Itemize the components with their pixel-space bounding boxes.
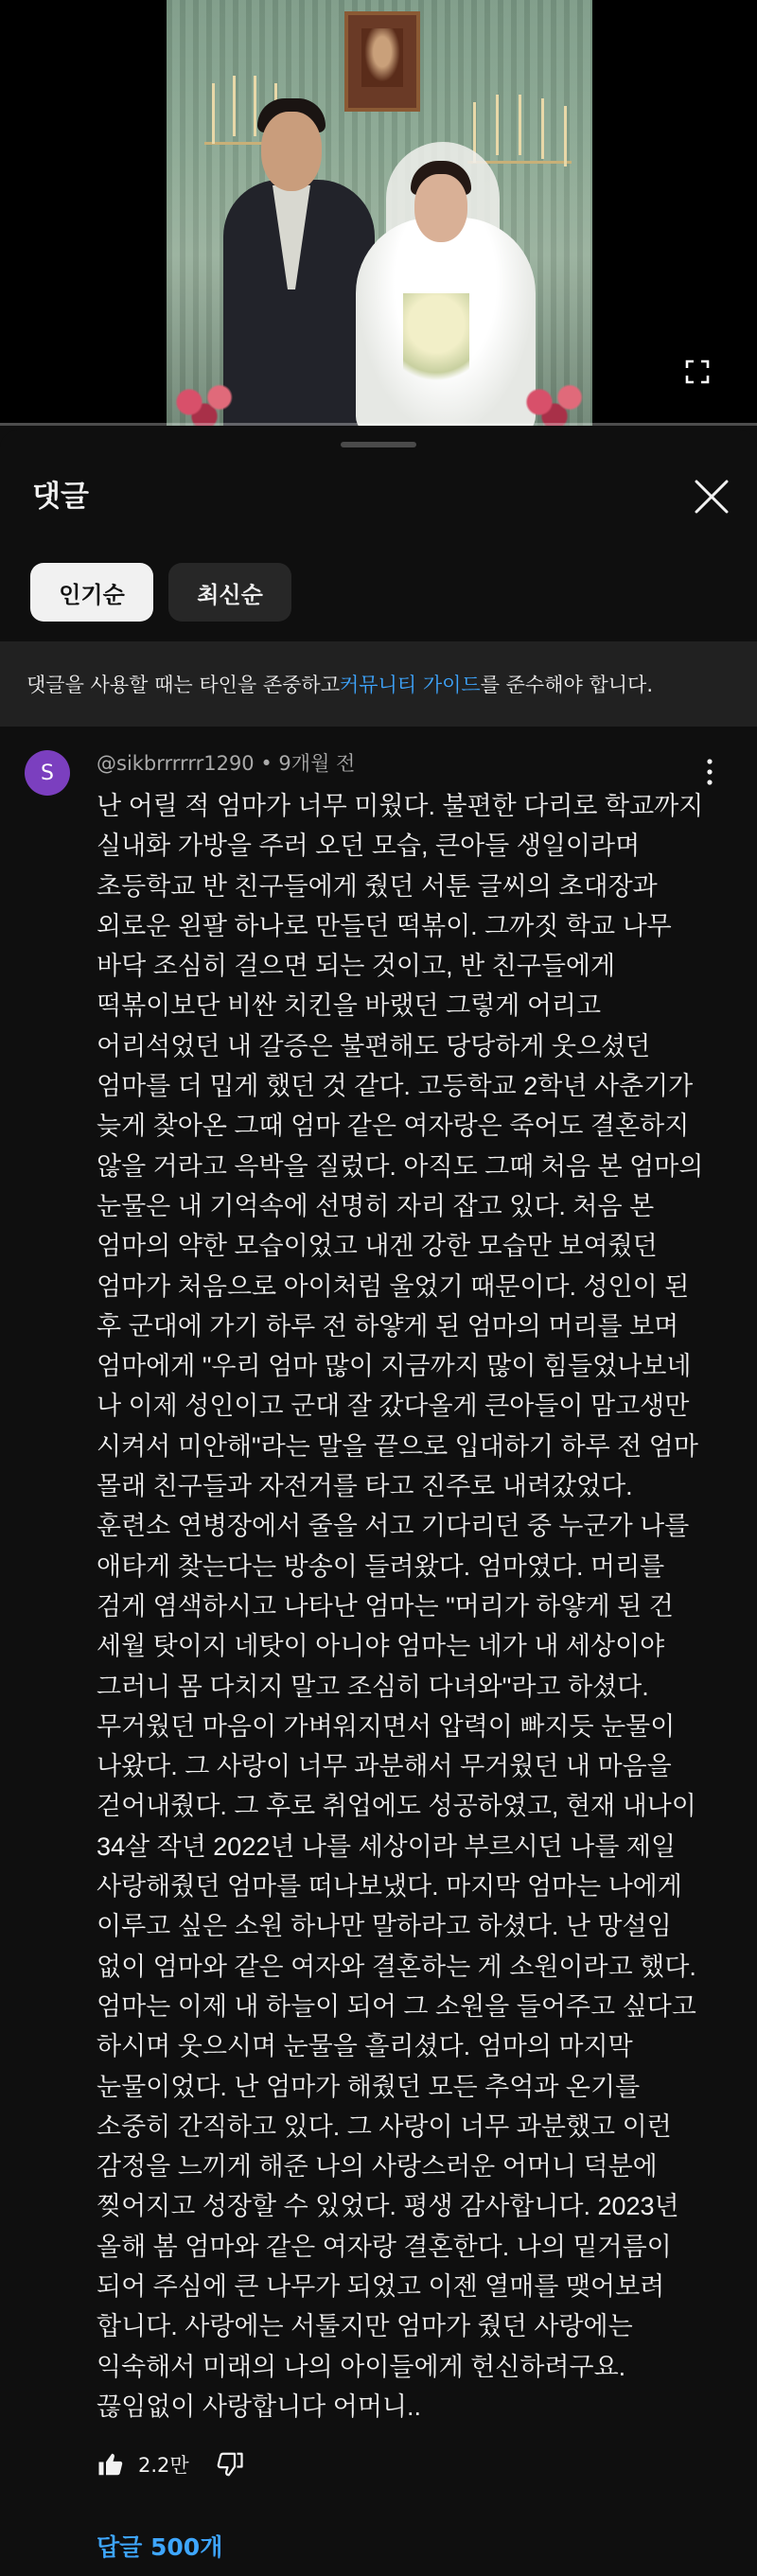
comment-actions: [97, 2445, 244, 2483]
avatar[interactable]: S: [25, 750, 70, 796]
sort-chip-newest[interactable]: 최신순: [168, 563, 291, 622]
bride-face: [414, 174, 467, 242]
video-progress-bar[interactable]: [0, 423, 757, 426]
drag-handle[interactable]: [341, 442, 416, 447]
panel-title: 댓글: [32, 480, 89, 514]
more-options-icon[interactable]: [700, 756, 719, 788]
guideline-text-before: 댓글을 사용할 때는 타인을 존중하고: [26, 674, 340, 696]
candle: [233, 76, 236, 136]
close-icon[interactable]: [693, 478, 731, 516]
candle: [212, 83, 215, 144]
thumbs-down-icon[interactable]: [216, 2450, 244, 2479]
comment-text: 난 어릴 적 엄마가 너무 미웠다. 불편한 다리로 학교까지 실내화 가방을 주러 오던 모습, 큰아들 생일이라며 초등학교 반 친구들에게 줬던 서툰 글씨의 초대장과 외로운 왼팔 하나로 만들던 떡볶이. 그까짓 학교 나무 바닥 조심히 걸으면 되는 것이고, 반 친구들에게 떡볶이보단 비싼 치킨을 바랬던 그렇게 어리고 어리석었던 내 갈증은 불편해도 당당하게 웃으셨던 엄마를 더 밉게 했던 것 같다. 고등학교 2학년 사춘기가 늦게 찾아온 그때 엄마 같은 여자랑은 죽어도 결혼하지 않을 거라고 윽박을 질렀다. 아직도 그때 처음 본 엄마의 눈물은 내 기억속에 선명히 자리 잡고 있다. 처음 본 엄마의 약한 모습이었고 내겐 강한 모습만 보여줬던 엄마가 처음으로 아이처럼 울었기 때문이다. 성인이 된 후 군대에 가기 하루 전 하얗게 된 엄마의 머리를 보며 엄마에게 "우리 엄마 많이 지금까지 많이 힘들었나보네 나 이제 성인이고 군대 잘 갔다올게 큰아들이 맘고생만 시켜서 미안해"라는 말을 끝으로 입대하기 하루 전 엄마 몰래 친구들과 자전거를 타고 진주로 내려갔었다. 훈련소 연병장에서 줄을 서고 기다리던 중 누군가 나를 애타게 찾는다는 방송이 들려왔다. 엄마였다. 머리를 검게 염색하시고 나타난 엄마는 "머리가 하얗게 된 건 세월 탓이지 네탓이 아니야 엄마는 네가 내 세상이야 그러니 몸 다치지 말고 조심히 다녀와"라고 하셨다. 무거웠던 마음이 가벼워지면서 압력이 빠지듯 눈물이 나왔다. 그 사랑이 너무 과분해서 무거웠던 내 마음을 걷어내줬다. 그 후로 취업에도 성공하였고, 현재 내나이 34살 작년 2022년 나를 세상이라 부르시던 나를 제일 사랑해줬던 엄마를 떠나보냈다. 마지막 엄마는 나에게 이루고 싶은 소원 하나만 말하라고 하셨다. 난 망설임 없이 엄마와 같은 여자와 결혼하는 게 소원이라고 했다. 엄마는 이제 내 하늘이 되어 그 소원을 들어주고 싶다고 하시며 웃으시며 눈물을 흘리셨다. 엄마의 마지막 눈물이었다. 난 엄마가 해줬던 모든 추억과 온기를 소중히 간직하고 있다. 그 사랑이 너무 과분했고 이런 감정을 느끼게 해준 나의 사랑스러운 어머니 덕분에 찢어지고 성장할 수 있었다. 평생 감사합니다. 2023년 올해 봄 엄마와 같은 여자랑 결혼한다. 나의 밑거름이 되어 주심에 큰 나무가 되었고 이젠 열매를 맺어보려 합니다. 사랑에는 서툴지만 엄마가 줬던 사랑에는 익숙해서 미래의 나의 아이들에게 헌신하려구요. 끊임없이 사랑합니다 어머니..: [97, 792, 704, 2421]
fullscreen-icon[interactable]: [685, 359, 710, 384]
guideline-text-after: 를 준수해야 합니다.: [480, 674, 654, 696]
meta-separator: •: [254, 752, 279, 775]
comment-time: 9개월 전: [278, 752, 356, 775]
community-guideline-notice: [0, 641, 757, 727]
comment-author[interactable]: @sikbrrrrrr1290: [97, 752, 255, 775]
video-player[interactable]: [0, 0, 757, 426]
flowers-right: [517, 378, 592, 426]
video-thumbnail-wedding-photo: [167, 0, 592, 426]
comments-panel: [0, 430, 757, 2576]
candle: [496, 95, 499, 155]
like-count: 2.2만: [138, 2454, 189, 2477]
replies-button[interactable]: 답글 500개: [97, 2533, 223, 2561]
bouquet: [403, 293, 469, 397]
flowers-left: [167, 378, 242, 426]
sort-chip-popular[interactable]: 인기순: [30, 563, 153, 622]
wall-portrait: [344, 11, 420, 112]
candle: [564, 106, 567, 166]
candle: [254, 76, 256, 136]
community-guidelines-link[interactable]: 커뮤니티 가이드: [340, 674, 481, 696]
candle: [519, 95, 521, 155]
candle: [541, 98, 544, 159]
thumbs-up-icon[interactable]: [97, 2450, 125, 2479]
comment-meta: [97, 748, 355, 777]
groom-face: [261, 112, 322, 191]
